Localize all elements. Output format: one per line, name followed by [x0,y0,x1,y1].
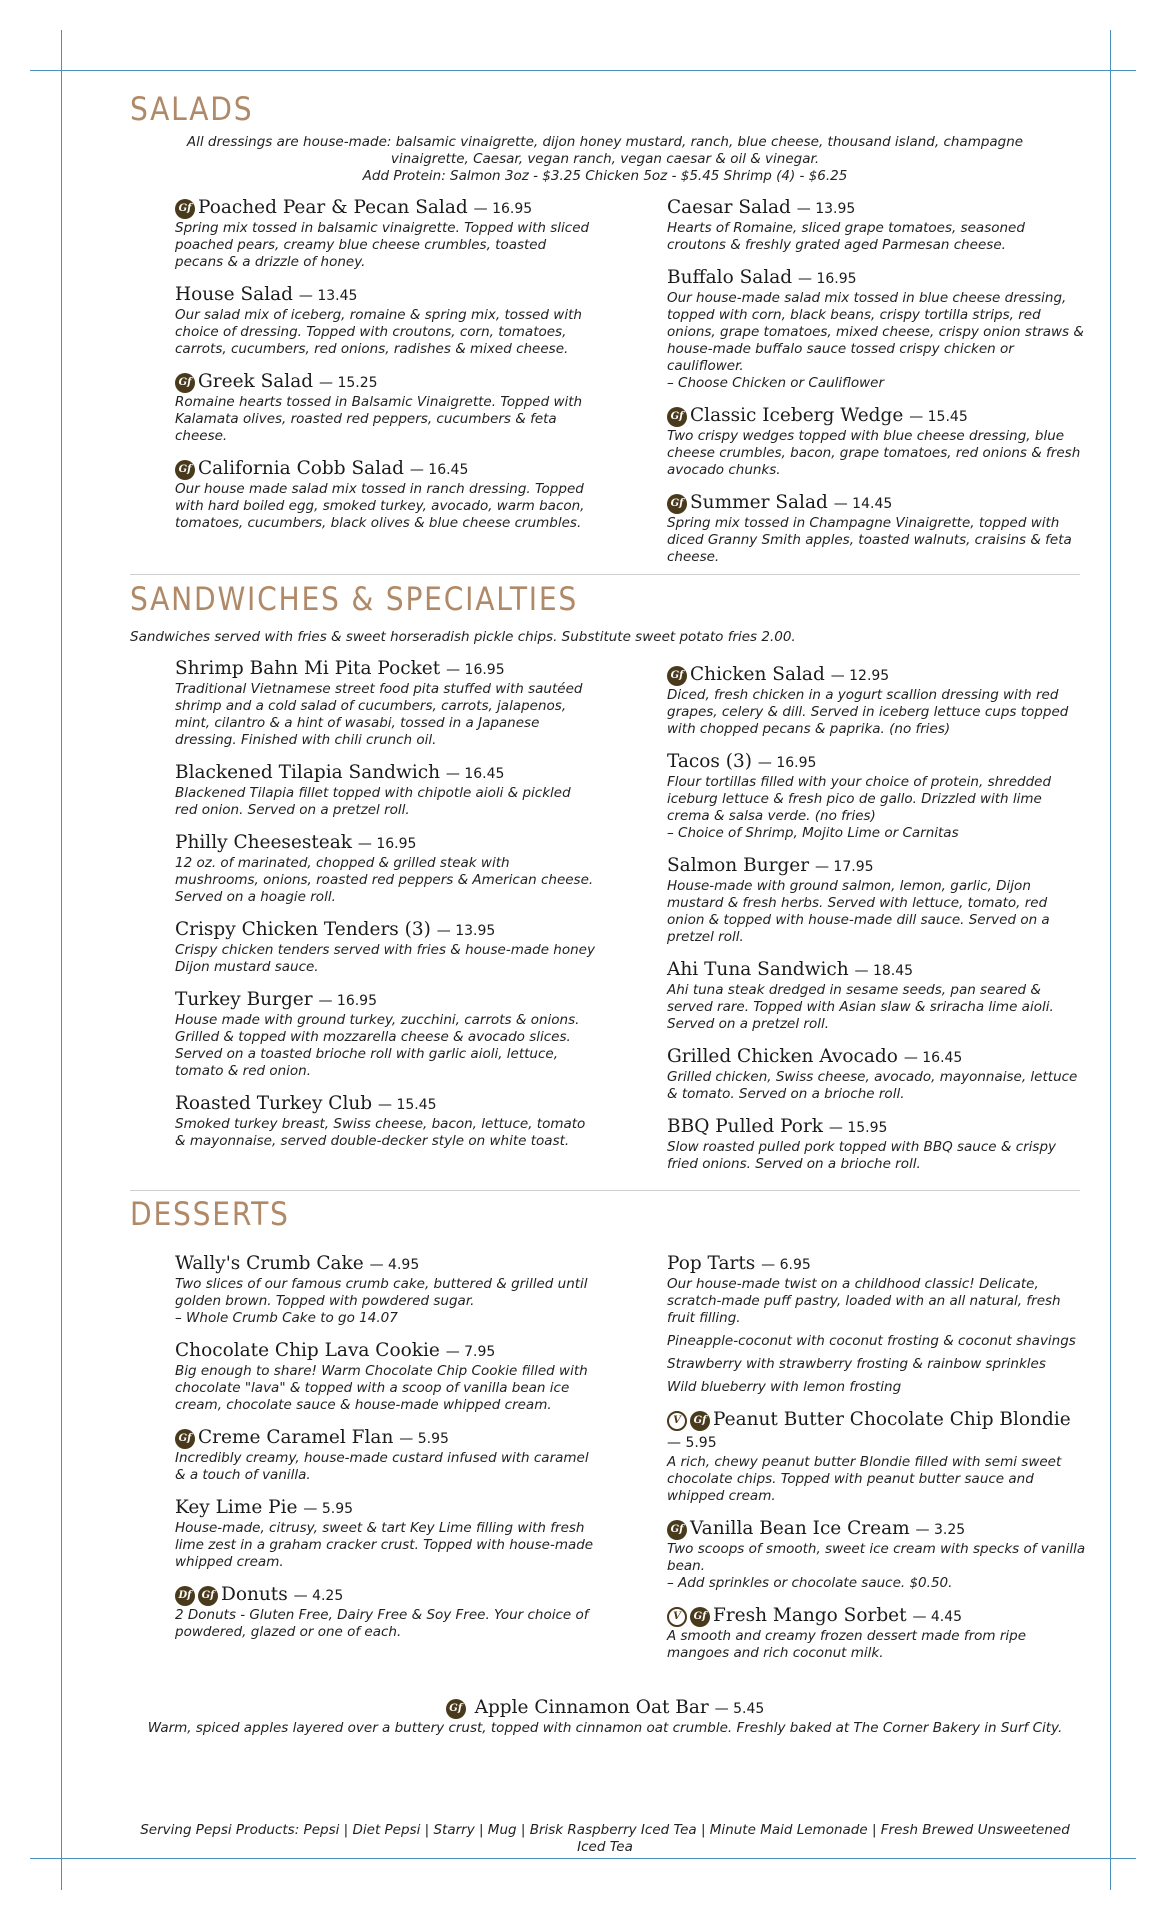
menu-item-turkey-burger [175,989,595,1080]
menu-item-chicken-salad [667,664,1087,738]
item-name: Chicken Salad [690,664,825,685]
beverage-footer: Serving Pepsi Products: Pepsi | Diet Pepsi | Starry | Mug | Brisk Raspberry Iced Tea | Minute Maid Lemonade | Fresh Brewed Unsweetened Iced Tea [140,1822,1070,1855]
item-price: — 3.25 [915,1522,966,1538]
item-description: Flour tortillas filled with your choice of protein, shredded iceburg lettuce & fresh pico de gallo. Drizzled with lime crema & salsa verde. (no fries) [667,774,1052,824]
menu-item-philly-cheesesteak [175,832,595,906]
vegan-icon: V [667,1607,687,1627]
item-description: Our house made salad mix tossed in ranch dressing. Topped with hard boiled egg, smoked turkey, avocado, warm bacon, tomatoes, cucumbers, black olives & blue cheese crumbles. [175,481,585,531]
item-name: Key Lime Pie [175,1497,298,1518]
menu-item-summer-salad [667,492,1087,566]
menu-item-grilled-chicken-avocado [667,1046,1087,1103]
menu-item-peanut-butter-chocolate-chip-blondie [667,1409,1087,1505]
flavor-option: Pineapple-coconut with coconut frosting & coconut shavings [667,1333,1076,1349]
salads-right-column [667,197,1087,579]
item-price: — 15.95 [828,1120,888,1136]
menu-item-creme-caramel-flan [175,1427,595,1484]
item-description: Slow roasted pulled pork topped with BBQ sauce & crispy fried onions. Served on a brioche roll. [667,1139,1057,1172]
gluten-free-icon: Gf [175,460,195,480]
item-price: — 16.45 [409,462,469,478]
menu-item-wally-s-crumb-cake [175,1253,595,1327]
menu-item-ahi-tuna-sandwich [667,959,1087,1033]
item-description: Two scoops of smooth, sweet ice cream with specks of vanilla bean. [667,1541,1086,1574]
item-name: Donuts [221,1584,288,1605]
item-price: — 4.95 [369,1257,420,1273]
item-price: — 16.95 [473,201,533,217]
item-description: A smooth and creamy frozen dessert made from ripe mangoes and rich coconut milk. [667,1628,1026,1661]
item-price: — 16.95 [446,662,505,678]
item-option-note: – Whole Crumb Cake to go 14.07 [175,1310,398,1326]
menu-item-poached-pear-pecan-salad [175,197,595,271]
frame-line-bottom [30,1858,1136,1859]
item-description: Two slices of our famous crumb cake, buttered & grilled until golden brown. Topped with powdered sugar. [175,1276,588,1309]
item-price: — 4.45 [912,1609,963,1625]
menu-item-shrimp-bahn-mi-pita-pocket [175,658,595,749]
gluten-free-icon: Gf [667,407,687,427]
menu-item-donuts [175,1584,595,1641]
item-price: — 5.95 [303,1501,354,1517]
item-price: — 13.45 [298,288,358,304]
gluten-free-icon: Gf [198,1586,218,1606]
item-description: Incredibly creamy, house-made custard infused with caramel & a touch of vanilla. [175,1450,589,1483]
item-description: Romaine hearts tossed in Balsamic Vinaigrette. Topped with Kalamata olives, roasted red peppers, cucumbers & feta cheese. [175,394,583,444]
item-price: — 5.45 [714,1701,765,1717]
item-name: Ahi Tuna Sandwich [667,959,849,980]
item-price: — 16.95 [757,755,817,771]
item-description: House-made, citrusy, sweet & tart Key Lime filling with fresh lime zest in a graham cracker crust. Topped with house-made whipped cream. [175,1520,594,1570]
menu-item-key-lime-pie [175,1497,595,1571]
salads-left-column [175,197,595,545]
item-description: Our salad mix of iceberg, romaine & spring mix, tossed with choice of dressing. Topped with croutons, corn, tomatoes, carrots, cucumbers, red onions, radishes & mixed cheese. [175,307,582,357]
gluten-free-icon: Gf [667,1520,687,1540]
menu-item-chocolate-chip-lava-cookie [175,1340,595,1414]
item-description: 12 oz. of marinated, chopped & grilled steak with mushrooms, onions, roasted red peppers & American cheese. Served on a hoagie roll. [175,855,594,905]
item-name: Tacos (3) [667,751,753,772]
salads-dressing-note: All dressings are house-made: balsamic vinaigrette, dijon honey mustard, ranch, blue cheese, thousand island, champagne vinaigrette, Caesar, vegan ranch, vegan caesar & oil & vinegar. Add Protein: Salmon 3oz - $3.25 Chicken 5oz - $5.45 Shrimp (4) - $6.25 [186,134,1024,184]
item-name: Poached Pear & Pecan Salad [198,197,468,218]
item-price: — 6.95 [761,1257,811,1273]
item-name: Philly Cheesesteak [175,832,352,853]
item-name: Classic Iceberg Wedge [690,405,904,426]
item-name: Greek Salad [198,371,314,392]
vegan-icon: V [667,1411,687,1431]
menu-item-greek-salad [175,371,595,445]
menu-item-caesar-salad [667,197,1087,254]
item-description: Smoked turkey breast, Swiss cheese, bacon, lettuce, tomato & mayonnaise, served double-decker style on white toast. [175,1116,586,1149]
gluten-free-icon: Gf [667,666,687,686]
item-description: A rich, chewy peanut butter Blondie filled with semi sweet chocolate chips. Topped with peanut butter sauce and whipped cream. [667,1454,1062,1504]
item-description: Diced, fresh chicken in a yogurt scallion dressing with red grapes, celery & dill. Served in iceberg lettuce cups topped with chopped pecans & paprika. (no fries) [667,687,1069,737]
item-price: — 18.45 [854,963,914,979]
item-description: Traditional Vietnamese street food pita stuffed with sautéed shrimp and a cold salad of cucumbers, carrots, jalapenos, mint, cilantro & a hint of wasabi, tossed in a Japanese dressing. Finished with chili crunch oil. [175,681,583,748]
item-name: Chocolate Chip Lava Cookie [175,1340,440,1361]
item-description: Hearts of Romaine, sliced grape tomatoes, seasoned croutons & freshly grated aged Parmesan cheese. [667,220,1025,253]
item-name: Wally's Crumb Cake [175,1253,364,1274]
item-description: Two crispy wedges topped with blue cheese dressing, blue cheese crumbles, bacon, grape tomatoes, red onions & fresh avocado chunks. [667,428,1081,478]
item-price: — 15.45 [378,1097,437,1113]
item-price: — 5.95 [399,1431,449,1447]
flavor-option: Wild blueberry with lemon frosting [667,1379,902,1395]
frame-line-left [61,30,62,1890]
item-description: Blackened Tilapia fillet topped with chipotle aioli & pickled red onion. Served on a pretzel roll. [175,785,571,818]
item-name: Crispy Chicken Tenders (3) [175,919,431,940]
item-name: BBQ Pulled Pork [667,1116,823,1137]
item-description: Our house-made twist on a childhood classic! Delicate, scratch-made puff pastry, loaded with an all natural, fresh fruit filling. [667,1276,1061,1326]
item-description: House made with ground turkey, zucchini, carrots & onions. Grilled & topped with mozzarella cheese & avocado slices. Served on a toasted brioche roll with garlic aioli, lettuce, tomato & red onion. [175,1012,580,1079]
salads-title: SALADS [130,90,254,128]
item-name: Fresh Mango Sorbet [713,1605,907,1626]
desserts-left-column [175,1253,595,1654]
item-price: — 15.45 [909,409,968,425]
item-name: Vanilla Bean Ice Cream [690,1518,910,1539]
item-price: — 17.95 [814,859,874,875]
sandwiches-left-column [175,658,595,1163]
menu-item-fresh-mango-sorbet [667,1605,1087,1662]
item-price: — 16.45 [445,766,505,782]
item-price: — 7.95 [445,1344,496,1360]
menu-item-blackened-tilapia-sandwich [175,762,595,819]
item-name: House Salad [175,284,294,305]
gluten-free-icon: Gf [667,494,687,514]
flavor-option: Strawberry with strawberry frosting & rainbow sprinkles [667,1356,1046,1372]
menu-item-roasted-turkey-club [175,1093,595,1150]
menu-item-california-cobb-salad [175,458,595,532]
item-description: Warm, spiced apples layered over a buttery crust, topped with cinnamon oat crumble. Freshly baked at The Corner Bakery in Surf City. [147,1720,1063,1736]
item-price: — 12.95 [830,668,890,684]
item-name: Shrimp Bahn Mi Pita Pocket [175,658,441,679]
item-description: Our house-made salad mix tossed in blue cheese dressing, topped with corn, black beans, crispy tortilla strips, red onions, grape tomatoes, mixed cheese, crispy onion straws & house-made buffalo sauce tossed crispy chicken or cauliflower. [667,290,1084,374]
menu-item-salmon-burger [667,855,1087,946]
menu-item-crispy-chicken-tenders-3 [175,919,595,976]
sandwiches-right-column [667,664,1087,1186]
item-price: — 13.95 [796,201,856,217]
menu-item-pop-tarts [667,1253,1087,1396]
item-name: Grilled Chicken Avocado [667,1046,898,1067]
item-option-note: – Choice of Shrimp, Mojito Lime or Carnitas [667,825,959,841]
menu-item-tacos-3 [667,751,1087,842]
item-option-note: – Add sprinkles or chocolate sauce. $0.50. [667,1575,953,1591]
gluten-free-icon: Gf [446,1699,466,1719]
item-price: — 15.25 [319,375,378,391]
item-name: Roasted Turkey Club [175,1093,373,1114]
frame-line-right [1110,30,1111,1890]
item-name: California Cobb Salad [198,458,404,479]
item-description: House-made with ground salmon, lemon, garlic, Dijon mustard & fresh herbs. Served with lettuce, tomato, red onion & topped with house-made dill sauce. Served on a pretzel roll. [667,878,1050,945]
item-price: — 13.95 [436,923,496,939]
item-description: Ahi tuna steak dredged in sesame seeds, pan seared & served rare. Topped with Asian slaw & sriracha lime aioli. Served on a pretzel roll. [667,982,1054,1032]
sandwiches-note: Sandwiches served with fries & sweet horseradish pickle chips. Substitute sweet potato fries 2.00. [130,629,796,645]
item-name: Caesar Salad [667,197,791,218]
gluten-free-icon: Gf [175,373,195,393]
item-price: — 14.45 [833,496,893,512]
item-name: Pop Tarts [667,1253,756,1274]
item-name: Blackened Tilapia Sandwich [175,762,441,783]
item-option-note: – Choose Chicken or Cauliflower [667,375,885,391]
item-price: — 16.45 [903,1050,963,1066]
item-price: — 4.25 [293,1588,344,1604]
apple-oat-bar-item [140,1697,1070,1737]
item-description: Big enough to share! Warm Chocolate Chip Cookie filled with chocolate "lava" & topped with a scoop of vanilla bean ice cream, chocolate sauce & house-made whipped cream. [175,1363,588,1413]
menu-item-buffalo-salad [667,267,1087,392]
gluten-free-icon: Gf [175,199,195,219]
item-price: — 5.95 [667,1435,717,1451]
gluten-free-icon: Gf [690,1607,710,1627]
item-description: Spring mix tossed in balsamic vinaigrette. Topped with sliced poached pears, creamy blue cheese crumbles, toasted pecans & a drizzle of honey. [175,220,590,270]
item-name: Summer Salad [690,492,828,513]
item-description: Crispy chicken tenders served with fries & house-made honey Dijon mustard sauce. [175,942,595,975]
item-price: — 16.95 [318,993,377,1009]
item-name: Salmon Burger [667,855,810,876]
item-name: Creme Caramel Flan [198,1427,394,1448]
section-divider [130,1190,1080,1191]
desserts-right-column [667,1253,1087,1675]
sandwiches-title: SANDWICHES & SPECIALTIES [130,580,579,618]
item-price: — 16.95 [357,836,417,852]
menu-item-house-salad [175,284,595,358]
menu-item-bbq-pulled-pork [667,1116,1087,1173]
menu-item-vanilla-bean-ice-cream [667,1518,1087,1592]
desserts-title: DESSERTS [130,1195,290,1233]
item-description: Grilled chicken, Swiss cheese, avocado, mayonnaise, lettuce & tomato. Served on a brioche roll. [667,1069,1078,1102]
frame-line-top [30,70,1136,71]
item-name: Apple Cinnamon Oat Bar [474,1697,709,1718]
item-description: Spring mix tossed in Champagne Vinaigrette, topped with diced Granny Smith apples, toasted walnuts, craisins & feta cheese. [667,515,1072,565]
item-name: Peanut Butter Chocolate Chip Blondie [713,1409,1071,1430]
gluten-free-icon: Gf [690,1411,710,1431]
menu-item-classic-iceberg-wedge [667,405,1087,479]
gluten-free-icon: Gf [175,1429,195,1449]
item-name: Buffalo Salad [667,267,793,288]
dairy-free-icon: Df [175,1586,195,1606]
item-name: Turkey Burger [175,989,313,1010]
item-price: — 16.95 [798,271,857,287]
section-divider [130,574,1080,575]
item-description: 2 Donuts - Gluten Free, Dairy Free & Soy Free. Your choice of powdered, glazed or one of each. [175,1607,589,1640]
